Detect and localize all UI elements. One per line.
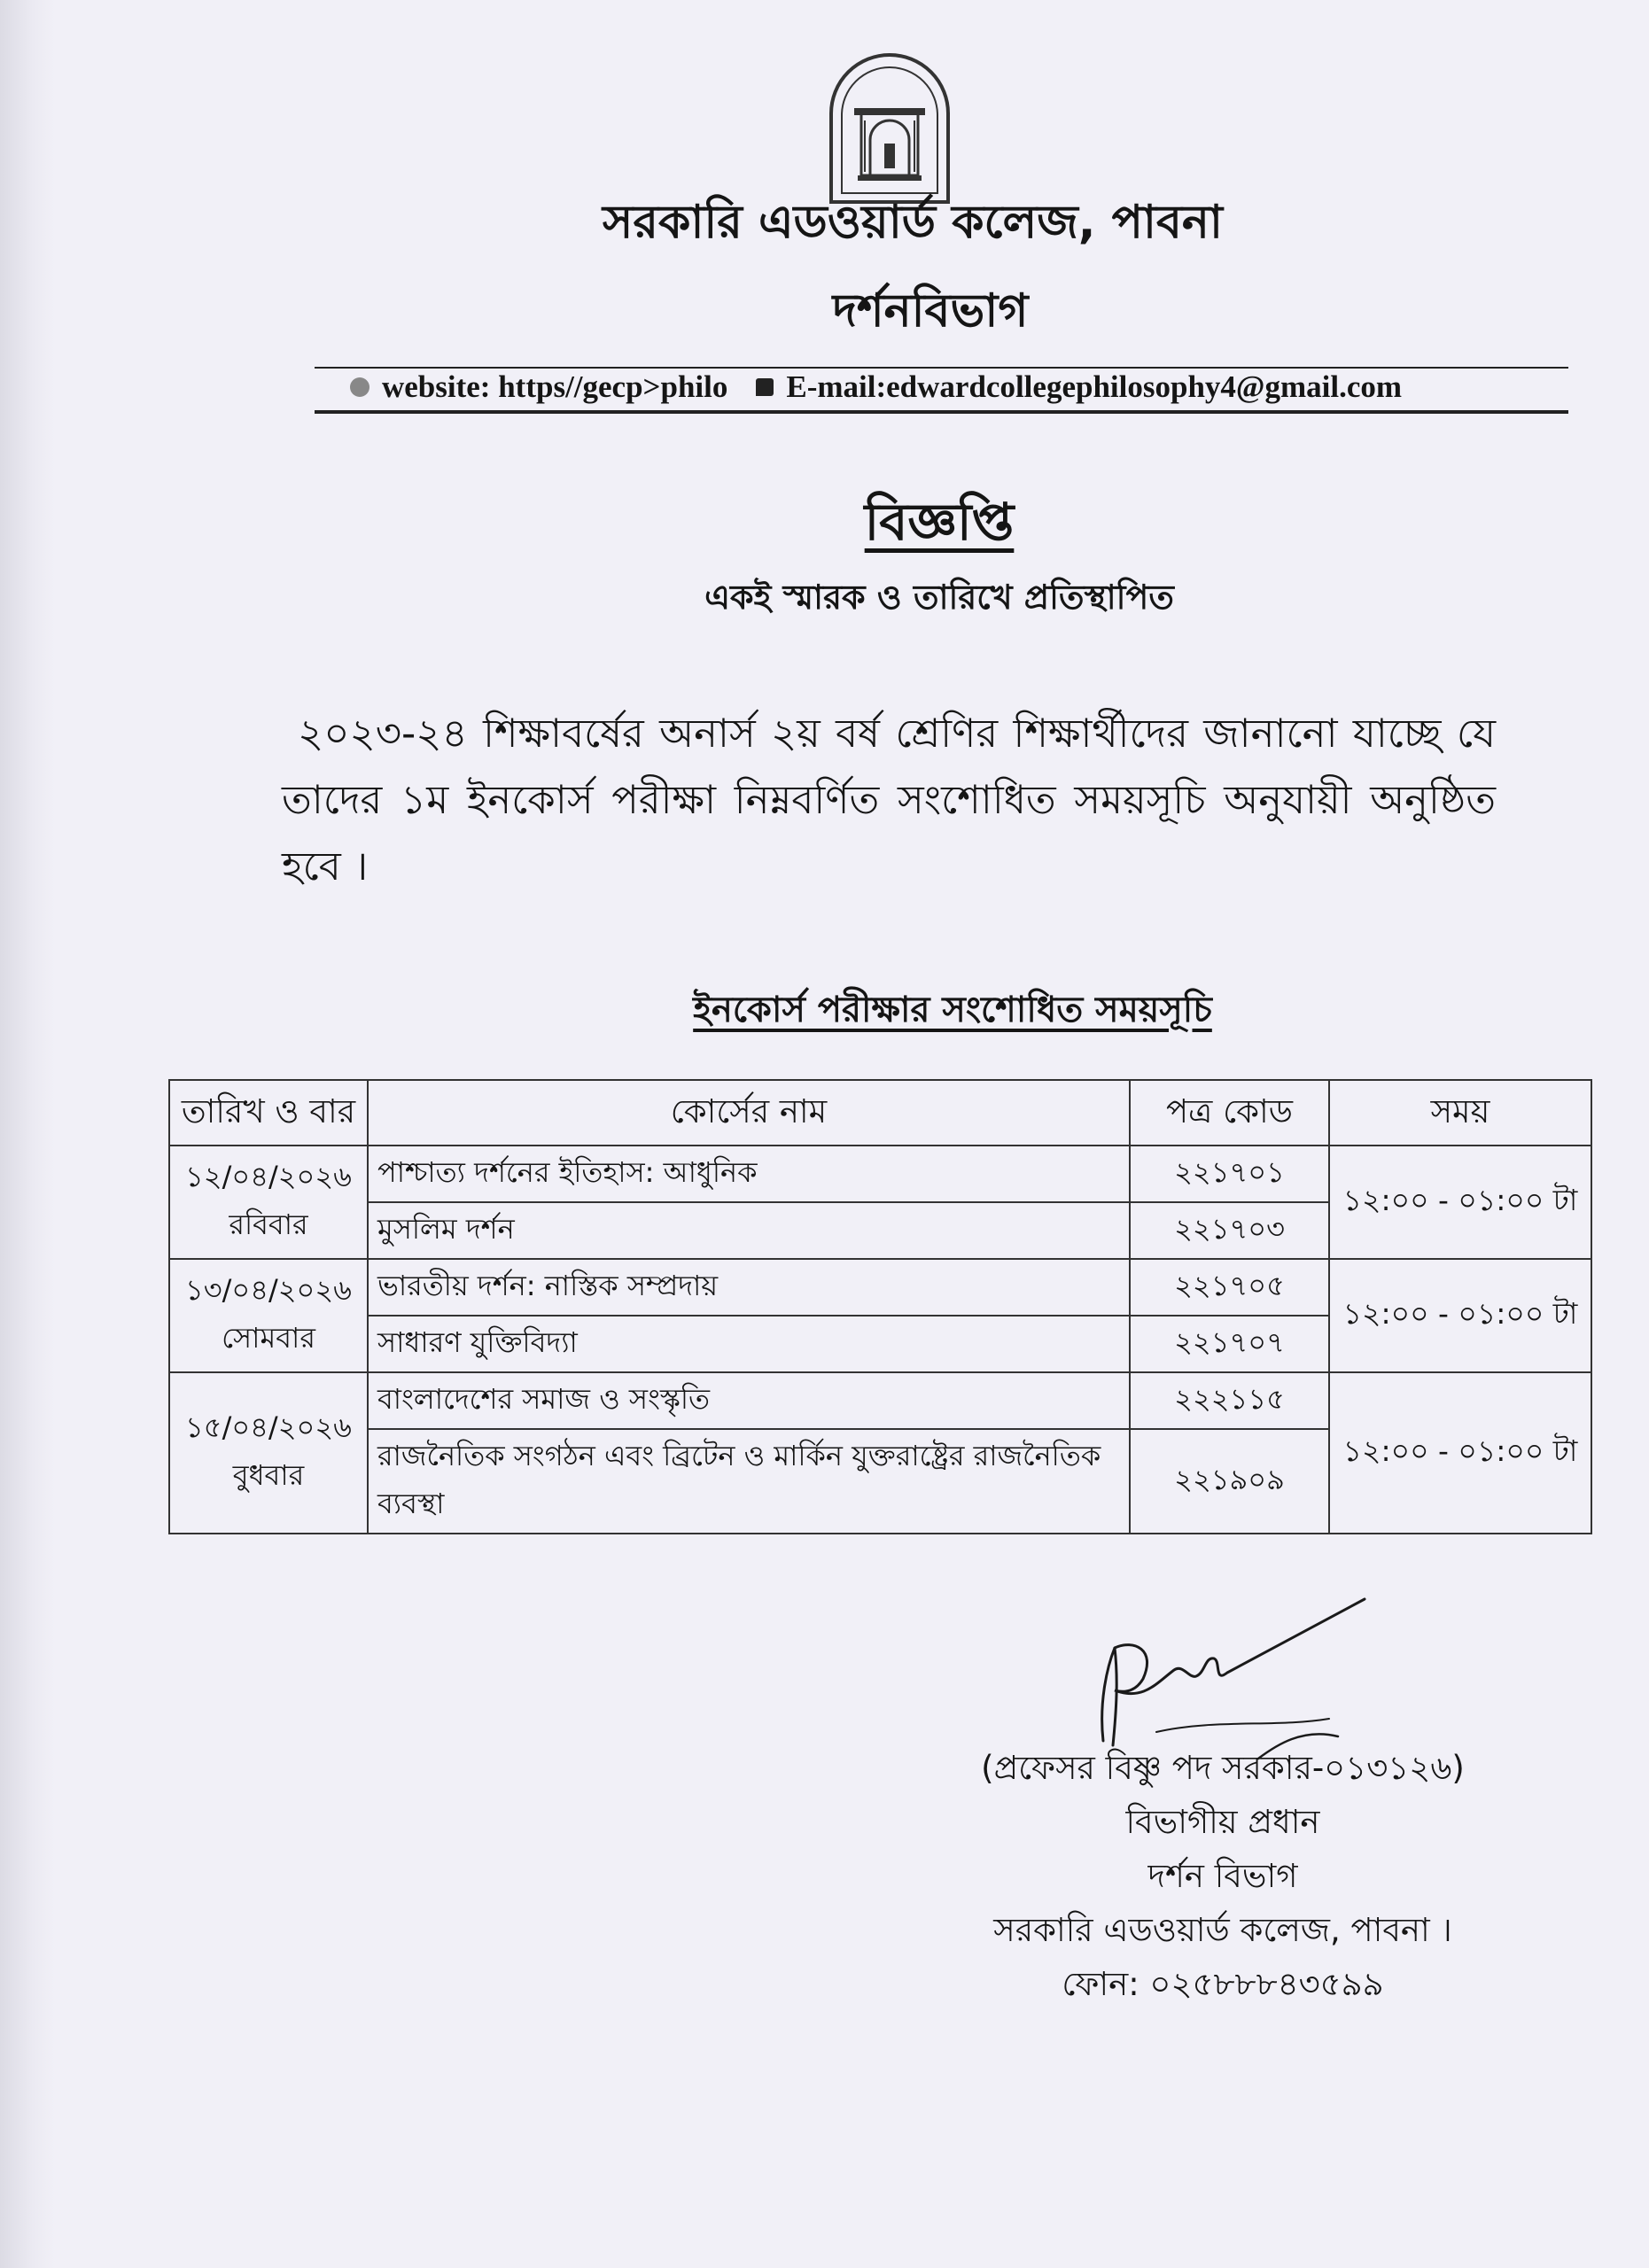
course-code: ২২১৭০৫ bbox=[1130, 1259, 1329, 1316]
course-code: ২২১৭০৩ bbox=[1130, 1202, 1329, 1259]
department-name: দর্শনবিভাগ bbox=[832, 284, 1029, 338]
exam-day: রবিবার bbox=[229, 1208, 308, 1241]
header-date: তারিখ ও বার bbox=[169, 1080, 368, 1146]
course-name: রাজনৈতিক সংগঠন এবং ব্রিটেন ও মার্কিন যুক্তরাষ্ট্রের রাজনৈতিক ব্যবস্থা bbox=[368, 1429, 1130, 1534]
schedule-title: ইনকোর্স পরীক্ষার সংশোধিত সময়সূচি bbox=[693, 990, 1212, 1030]
header-time: সময় bbox=[1329, 1080, 1591, 1146]
contact-line bbox=[350, 365, 1564, 409]
message-icon bbox=[756, 378, 774, 396]
notice-body: ২০২৩-২৪ শিক্ষাবর্ষের অনার্স ২য় বর্ষ শ্রেণির শিক্ষার্থীদের জানানো যাচ্ছে যে তাদের ১ম ইনকোর্স পরীক্ষা নিম্নবর্ণিত সংশোধিত সময়সূচি অনুযায়ী অনুষ্ঠিত হবে । bbox=[282, 710, 1496, 889]
header-course: কোর্সের নাম bbox=[368, 1080, 1130, 1146]
signatory-college: সরকারি এডওয়ার্ড কলেজ, পাবনা । bbox=[993, 1911, 1452, 1949]
exam-day: বুধবার bbox=[232, 1458, 305, 1492]
exam-time: ১২:০০ - ০১:০০ টা bbox=[1329, 1259, 1591, 1372]
course-name: সাধারণ যুক্তিবিদ্যা bbox=[368, 1316, 1130, 1372]
table-row bbox=[169, 1372, 1591, 1429]
course-name: মুসলিম দর্শন bbox=[368, 1202, 1130, 1259]
course-name: ভারতীয় দর্শন: নাস্তিক সম্প্রদায় bbox=[368, 1259, 1130, 1316]
exam-date: ১৫/০৪/২০২৬ bbox=[185, 1410, 352, 1444]
course-name: বাংলাদেশের সমাজ ও সংস্কৃতি bbox=[368, 1372, 1130, 1429]
schedule-table bbox=[168, 1079, 1592, 1534]
table-row bbox=[169, 1259, 1591, 1316]
table-header-row bbox=[169, 1080, 1591, 1146]
exam-day: সোমবার bbox=[222, 1321, 315, 1355]
exam-time: ১২:০০ - ০১:০০ টা bbox=[1329, 1146, 1591, 1259]
header-rule-bottom bbox=[315, 410, 1568, 414]
table-row bbox=[169, 1146, 1591, 1202]
header-code: পত্র কোড bbox=[1130, 1080, 1329, 1146]
course-code: ২২১৭০৭ bbox=[1130, 1316, 1329, 1372]
exam-time: ১২:০০ - ০১:০০ টা bbox=[1329, 1372, 1591, 1534]
email-text: E-mail:edwardcollegephilosophy4@gmail.com bbox=[786, 369, 1403, 404]
signature-block bbox=[922, 1741, 1524, 2011]
date-cell bbox=[169, 1146, 368, 1259]
course-code: ২২২১১৫ bbox=[1130, 1372, 1329, 1429]
notice-subtitle: একই স্মারক ও তারিখে প্রতিস্থাপিত bbox=[704, 578, 1174, 617]
paper-edge-shadow bbox=[0, 0, 55, 2268]
bullet-icon bbox=[350, 377, 369, 397]
signatory-name: (প্রফেসর বিষ্ণু পদ সরকার-০১৩১২৬) bbox=[981, 1749, 1465, 1787]
course-name: পাশ্চাত্য দর্শনের ইতিহাস: আধুনিক bbox=[368, 1146, 1130, 1202]
exam-date: ১২/০৪/২০২৬ bbox=[185, 1160, 352, 1193]
signatory-department: দর্শন বিভাগ bbox=[1147, 1857, 1298, 1895]
exam-date: ১৩/০৪/২০২৬ bbox=[185, 1273, 352, 1307]
signatory-phone: ফোন: ০২৫৮৮৮৪৩৫৯৯ bbox=[1062, 1965, 1384, 2003]
date-cell bbox=[169, 1372, 368, 1534]
course-code: ২২১৭০১ bbox=[1130, 1146, 1329, 1202]
course-code: ২২১৯০৯ bbox=[1130, 1429, 1329, 1534]
website-text: website: https//gecp>philo bbox=[382, 369, 728, 404]
notice-title: বিজ্ঞপ্তি bbox=[864, 492, 1015, 552]
date-cell bbox=[169, 1259, 368, 1372]
college-name: সরকারি এডওয়ার্ড কলেজ, পাবনা bbox=[602, 196, 1224, 249]
signatory-designation: বিভাগীয় প্রধান bbox=[1125, 1803, 1320, 1841]
